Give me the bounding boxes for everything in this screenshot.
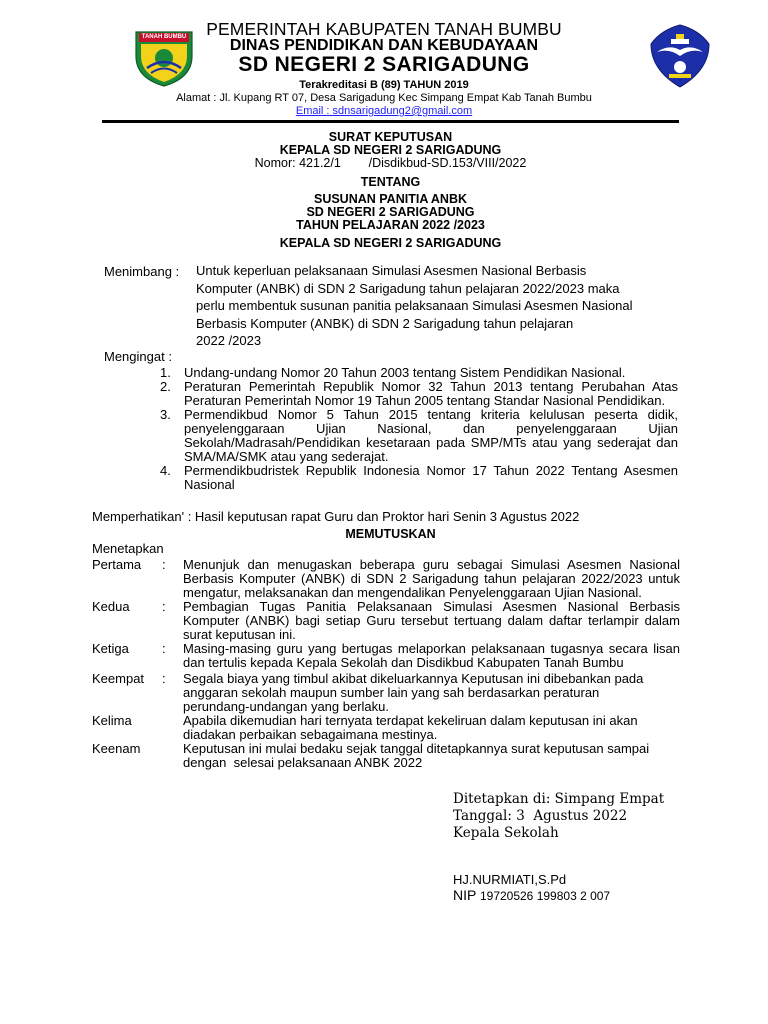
subject-line-1: SUSUNAN PANITIA ANBK xyxy=(313,192,467,206)
decision-label: Kedua xyxy=(92,599,130,614)
decision-text xyxy=(183,672,680,714)
memutuskan-heading: MEMUTUSKAN xyxy=(345,527,436,541)
menimbang-line: Untuk keperluan pelaksanaan Simulasi Asesmen Nasional Berbasis xyxy=(196,263,587,278)
list-number: 2. xyxy=(160,379,171,394)
decision-text-line: perundang-undangan yang berlaku. xyxy=(183,699,390,714)
mengingat-label: Mengingat : xyxy=(104,349,172,364)
government-name: PEMERINTAH KABUPATEN TANAH BUMBU xyxy=(206,19,562,39)
regency-logo xyxy=(133,26,195,88)
list-item xyxy=(160,464,678,492)
decision-colon: : xyxy=(162,599,166,614)
menimbang-line: Berbasis Komputer (ANBK) di SDN 2 Sarigadung tahun pelajaran xyxy=(196,315,574,331)
decision-text xyxy=(183,714,680,742)
school-address: Alamat : Jl. Kupang RT 07, Desa Sarigadung Kec Simpang Empat Kab Tanah Bumbu xyxy=(176,92,592,104)
subject-line-3: TAHUN PELAJARAN 2022 /2023 xyxy=(296,218,485,232)
decision-text-line: Apabila dikemudian hari ternyata terdapat kekeliruan dalam keputusan ini akan xyxy=(183,713,638,728)
decision-label: Pertama xyxy=(92,557,142,572)
signature-block xyxy=(453,791,664,842)
list-number: 4. xyxy=(160,463,171,478)
decision-item xyxy=(92,672,680,714)
doc-title: SURAT KEPUTUSAN xyxy=(328,130,453,144)
list-text: Permendikbudristek Republik Indonesia Nomor 17 Tahun 2022 Tentang Asesmen Nasional xyxy=(184,463,678,492)
issuer-heading: KEPALA SD NEGERI 2 SARIGADUNG xyxy=(279,236,502,250)
nip-label: NIP xyxy=(453,887,477,903)
decision-label: Keempat xyxy=(92,671,145,686)
decision-label: Kelima xyxy=(92,713,132,728)
decision-colon: : xyxy=(162,671,166,686)
school-name: SD NEGERI 2 SARIGADUNG xyxy=(238,53,530,76)
menimbang-line: 2022 /2023 xyxy=(196,333,262,348)
list-item xyxy=(160,408,678,464)
decision-text: Menunjuk dan menugaskan beberapa guru sebagai Simulasi Asesmen Nasional Berbasis Komputer (ANBK) di SDN 2 Sarigadung tahun pelajaran 2022/2023 untuk mengatur, melaksanakan dan mengendalikan Penyelenggaraan Ujian Nasional. xyxy=(183,557,680,600)
doc-number: Nomor: 421.2/1 /Disdikbud-SD.153/VIII/2022 xyxy=(254,156,527,170)
signature-role: Kepala Sekolah xyxy=(453,825,559,841)
decision-item xyxy=(92,558,680,600)
letterhead-divider xyxy=(102,120,679,123)
school-email-link[interactable]: Email : sdnsarigadung2@gmail.com xyxy=(295,105,473,117)
tut-wuri-handayani-logo xyxy=(647,22,713,90)
decision-text-line: diadakan perbaikan sebagaimana mestinya. xyxy=(183,727,438,742)
menetapkan-label: Menetapkan xyxy=(92,541,164,556)
agency-name: DINAS PENDIDIKAN DAN KEBUDAYAAN xyxy=(229,37,539,54)
decision-item xyxy=(92,714,680,742)
decision-item xyxy=(92,742,680,770)
doc-title-issuer: KEPALA SD NEGERI 2 SARIGADUNG xyxy=(279,143,502,157)
subject-line-2: SD NEGERI 2 SARIGADUNG xyxy=(306,205,475,219)
regency-logo-text: TANAH BUMBU xyxy=(141,34,187,40)
signatory-nip xyxy=(453,887,610,904)
decision-text-line: dengan selesai pelaksanaan ANBK 2022 xyxy=(183,755,423,770)
decision-item xyxy=(92,600,680,642)
decision-text: Pembagian Tugas Panitia Pelaksanaan Simulasi Asesmen Nasional Berbasis Komputer (ANBK) bagi setiap Guru tersebut tertuang dalam daftar terlampir dalam surat keputusan ini. xyxy=(183,599,680,642)
decision-colon: : xyxy=(162,641,166,656)
decision-text: Masing-masing guru yang bertugas melaporkan pelaksanaan tugasnya secara lisan dan tertulis kepada Kepala Sekolah dan Disdikbud Kabupaten Tanah Bumbu xyxy=(183,641,680,670)
menimbang-label: Menimbang : xyxy=(104,264,180,279)
list-text: Undang-undang Nomor 20 Tahun 2003 tentang Sistem Pendidikan Nasional. xyxy=(184,365,626,380)
tentang-label: TENTANG xyxy=(360,175,421,189)
signature-place: Ditetapkan di: Simpang Empat xyxy=(453,791,665,807)
signature-date: Tanggal: 3 Agustus 2022 xyxy=(453,808,628,824)
signatory-name: HJ.NURMIATI,S.Pd xyxy=(453,872,567,887)
decision-item xyxy=(92,642,680,670)
decision-colon: : xyxy=(162,557,166,572)
decision-label: Ketiga xyxy=(92,641,129,656)
menimbang-line: perlu membentuk susunan panitia pelaksanaan Simulasi Asesmen Nasional xyxy=(196,298,633,313)
list-number: 1. xyxy=(160,365,171,380)
list-text: Peraturan Pemerintah Republik Nomor 32 Tahun 2013 tentang Perubahan Atas Peraturan Pemerintah Nomor 19 Tahun 2005 tentang Standar Nasional Pendidikan. xyxy=(184,379,678,408)
memperhatikan-line: Memperhatikan' : Hasil keputusan rapat Guru dan Proktor hari Senin 3 Agustus 2022 xyxy=(92,509,580,524)
menetapkan-list xyxy=(92,558,680,770)
menimbang-line: Komputer (ANBK) di SDN 2 Sarigadung tahun pelajaran 2022/2023 maka xyxy=(196,280,620,296)
list-item xyxy=(160,380,678,408)
list-text: Permendikbud Nomor 5 Tahun 2015 tentang kriteria kelulusan peserta didik, penyelenggaraan Ujian Nasional, dan penyelenggaraan Ujian Sekolah/Madrasah/Pendidikan kesetaraan pada SMP/MTs atau yang sederajat dan SMA/MA/SMK atau yang sederajat. xyxy=(184,407,678,464)
decision-text-line: Segala biaya yang timbul akibat dikeluarkannya Keputusan ini dibebankan pada xyxy=(183,671,644,686)
decision-text xyxy=(183,742,680,770)
nip-value: 19720526 199803 2 007 xyxy=(479,889,611,903)
menimbang-text xyxy=(196,262,686,350)
accreditation: Terakreditasi B (89) TAHUN 2019 xyxy=(299,79,469,91)
decision-text-line: Keputusan ini mulai bedaku sejak tanggal ditetapkannya surat keputusan sampai xyxy=(183,741,650,756)
decision-label: Keenam xyxy=(92,741,141,756)
list-item xyxy=(160,366,678,380)
decision-text-line: anggaran sekolah maupun sumber lain yang sah berdasarkan peraturan xyxy=(183,685,600,700)
mengingat-list xyxy=(160,366,678,492)
list-number: 3. xyxy=(160,407,171,422)
